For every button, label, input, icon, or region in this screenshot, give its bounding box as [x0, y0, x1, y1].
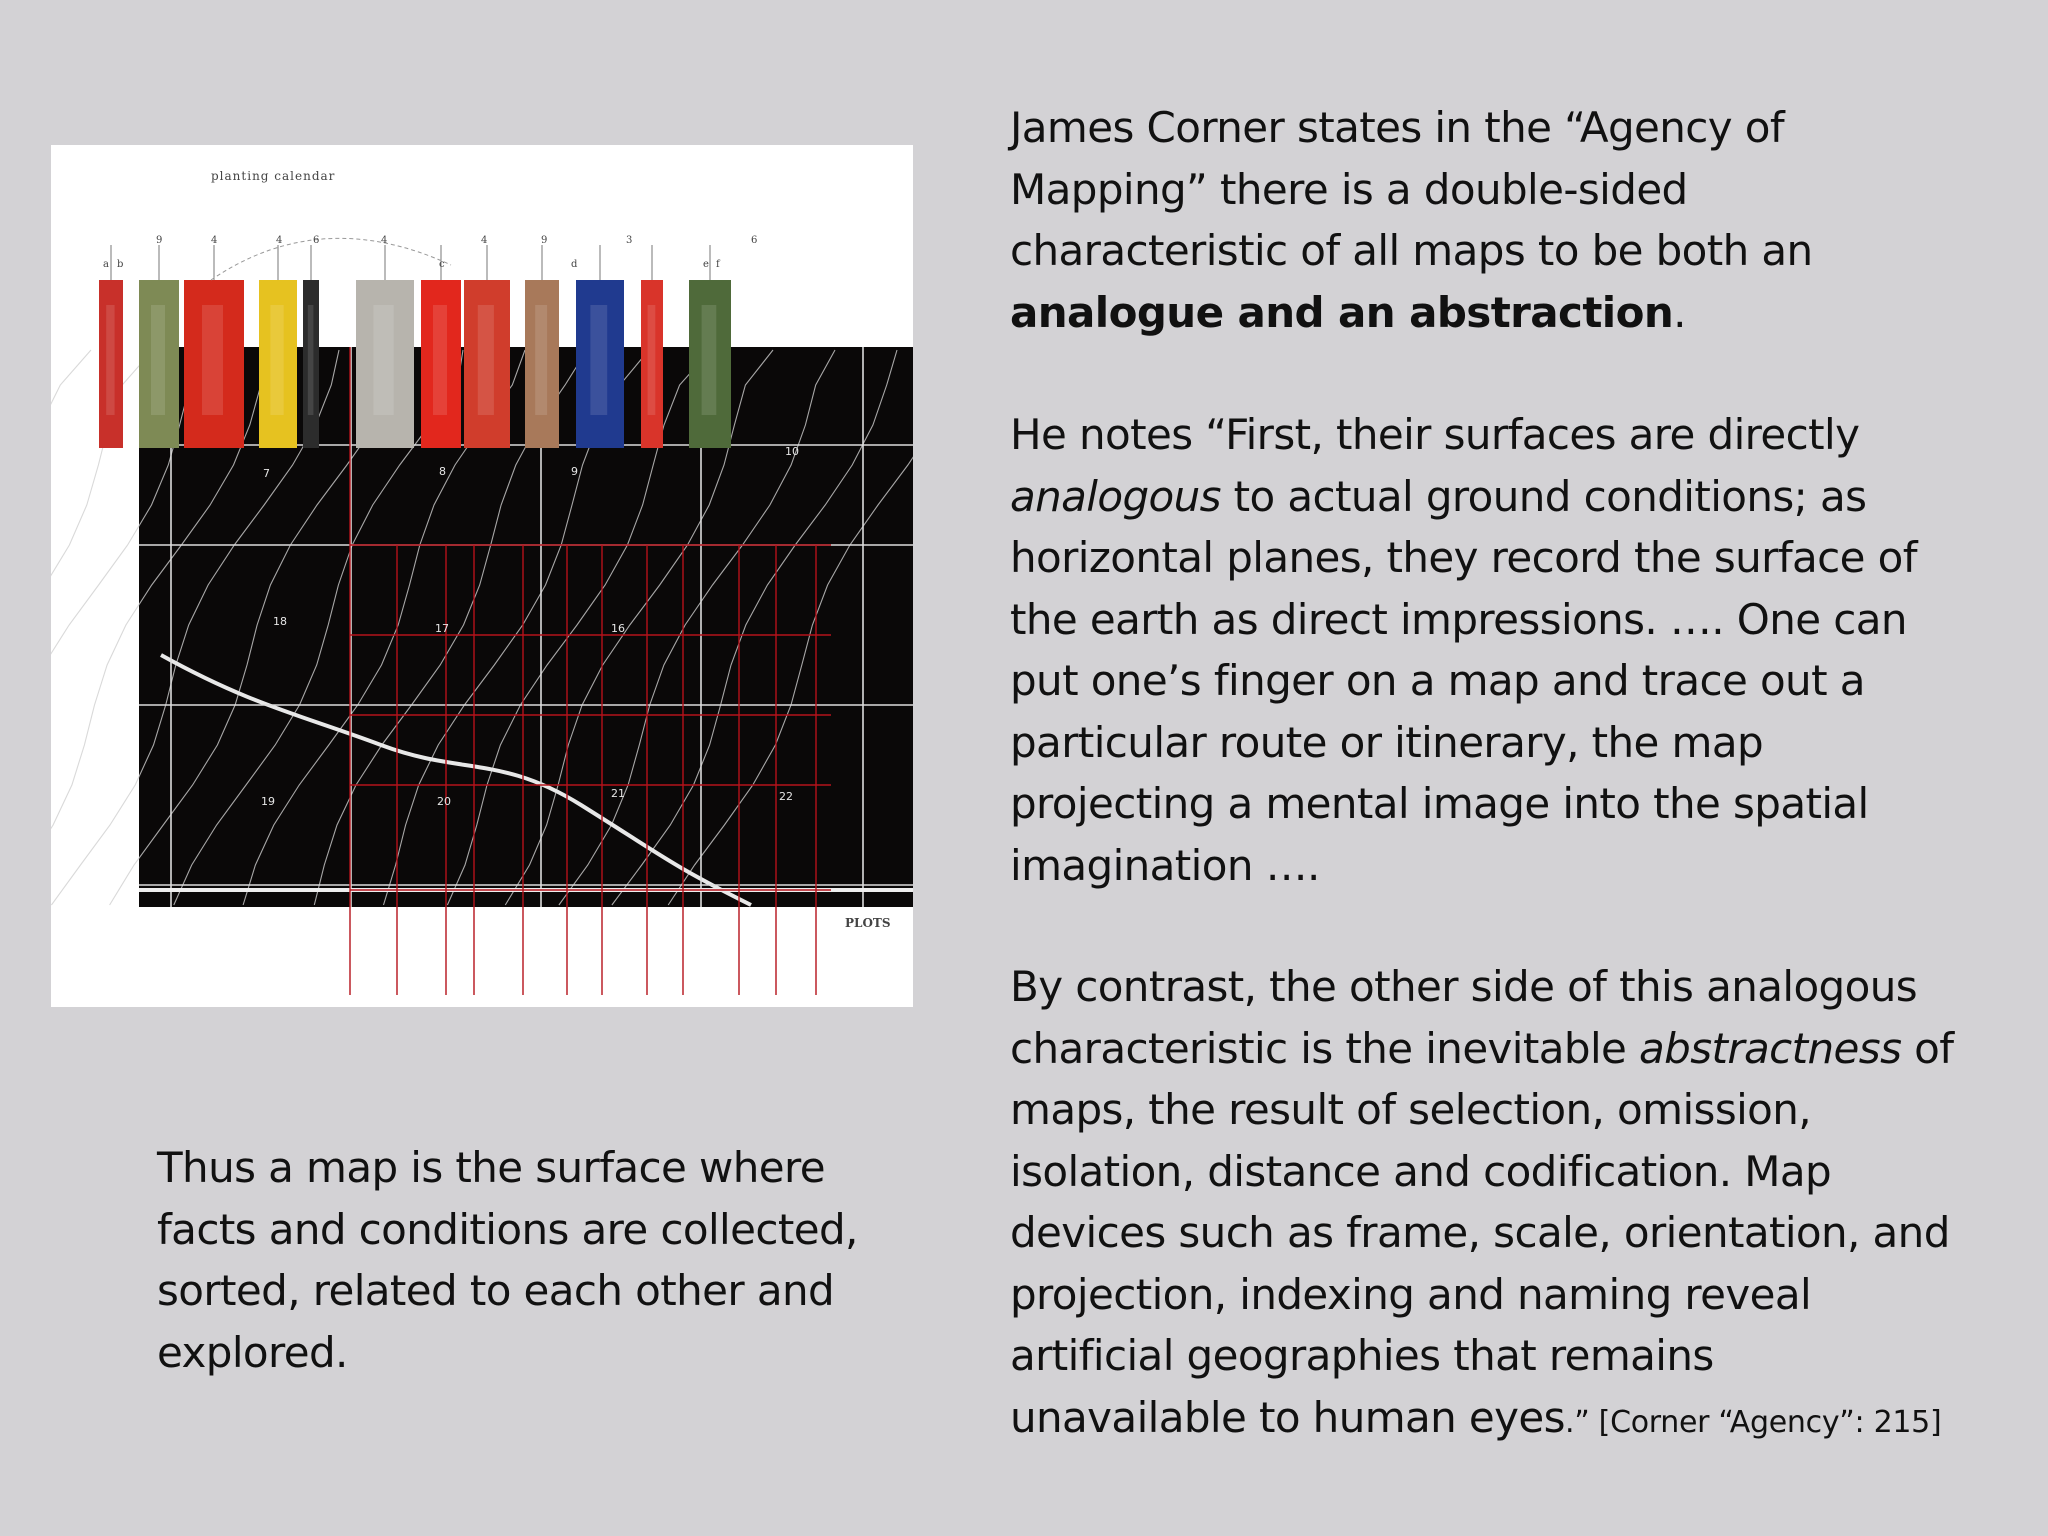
strip-highlight — [433, 305, 447, 415]
text-line — [1010, 1018, 1953, 1080]
calendar-arc — [211, 238, 451, 280]
column-code: 4 — [381, 235, 388, 246]
parcel-number: 10 — [785, 445, 799, 458]
strip-highlight — [478, 305, 494, 415]
bold-phrase: analogue and an abstraction — [1010, 287, 1674, 337]
column-code: 4 — [276, 235, 283, 246]
parcel-number: 7 — [263, 467, 270, 480]
text-line: sorted, related to each other and — [157, 1266, 835, 1315]
column-letter: f — [716, 259, 720, 270]
column-code: 9 — [541, 235, 548, 246]
parcel-number: 9 — [571, 465, 578, 478]
text-line — [1010, 466, 1917, 528]
column-code: 9 — [156, 235, 163, 246]
column-code: 4 — [211, 235, 218, 246]
text-fragment: characteristic is the inevitable — [1010, 1023, 1640, 1073]
column-letter: e — [703, 259, 709, 270]
text-line: facts and conditions are collected, — [157, 1204, 858, 1254]
paragraph-agency-of-mapping — [1010, 97, 1813, 343]
parcel-number: 19 — [261, 795, 275, 808]
column-letter: c — [439, 259, 445, 270]
strip-highlight — [590, 305, 607, 415]
text-line: He notes “First, their surfaces are directly — [1010, 410, 1860, 459]
text-line — [1010, 282, 1813, 344]
strip-highlight — [648, 305, 656, 415]
text-line: projecting a mental image into the spatial — [1010, 779, 1869, 828]
parcel-number: 8 — [439, 465, 446, 478]
strip-highlight — [535, 305, 547, 415]
column-code: 3 — [626, 235, 633, 246]
italic-word: abstractness — [1639, 1023, 1902, 1073]
text-line: By contrast, the other side of this analogous — [1010, 962, 1918, 1011]
figure-caption-plots: PLOTS — [845, 916, 891, 930]
strip-highlight — [270, 305, 283, 415]
paragraph-analogous — [1010, 404, 1917, 896]
text-line: Thus a map is the surface where — [157, 1143, 826, 1192]
text-fragment: of — [1901, 1023, 1954, 1073]
column-code: 4 — [481, 235, 488, 246]
paragraph-map-surface — [157, 1137, 858, 1383]
text-line: devices such as frame, scale, orientation, and — [1010, 1208, 1950, 1257]
parcel-number: 16 — [611, 622, 625, 635]
strip-highlight — [202, 305, 223, 415]
text-line: put one’s finger on a map and trace out a — [1010, 656, 1865, 705]
strip-highlight — [702, 305, 717, 415]
text-fragment: to actual ground conditions; as — [1220, 471, 1867, 521]
column-code: 6 — [313, 235, 320, 246]
column-letter: a — [103, 259, 109, 270]
parcel-number: 17 — [435, 622, 449, 635]
text-line: the earth as direct impressions. …. One can — [1010, 594, 1907, 644]
column-code: 6 — [751, 235, 758, 246]
strip-highlight — [373, 305, 393, 415]
text-line — [1010, 1387, 1953, 1454]
text-line: explored. — [157, 1327, 348, 1377]
text-fragment: unavailable to human eyes — [1010, 1392, 1565, 1442]
strip-highlight — [151, 305, 165, 415]
parcel-number: 21 — [611, 787, 625, 800]
text-line: artificial geographies that remains — [1010, 1331, 1714, 1380]
text-line: imagination …. — [1010, 840, 1320, 890]
figure-caption-top: planting calendar — [211, 169, 336, 183]
parcel-number: 20 — [437, 795, 451, 808]
paragraph-abstractness — [1010, 956, 1953, 1453]
text-line: particular route or itinerary, the map — [1010, 717, 1764, 767]
citation: .” [Corner “Agency”: 215] — [1564, 1404, 1942, 1440]
contour-line — [51, 350, 91, 905]
map-drawing — [51, 145, 913, 1007]
column-letter: b — [117, 259, 124, 270]
text-line: projection, indexing and naming reveal — [1010, 1269, 1812, 1319]
period: . — [1673, 287, 1686, 337]
parcel-number: 22 — [779, 790, 793, 803]
map-figure — [51, 145, 913, 1007]
parcel-number: 18 — [273, 615, 287, 628]
text-line: maps, the result of selection, omission, — [1010, 1085, 1812, 1134]
text-line: isolation, distance and codification. Map — [1010, 1146, 1832, 1196]
text-line: horizontal planes, they record the surface of — [1010, 533, 1917, 582]
text-line: James Corner states in the “Agency of — [1010, 103, 1785, 152]
column-letter: d — [571, 259, 578, 270]
text-line: characteristic of all maps to be both an — [1010, 226, 1813, 275]
strip-highlight — [308, 305, 314, 415]
text-line: Mapping” there is a double-sided — [1010, 164, 1688, 214]
italic-word: analogous — [1010, 471, 1221, 521]
strip-highlight — [106, 305, 114, 415]
